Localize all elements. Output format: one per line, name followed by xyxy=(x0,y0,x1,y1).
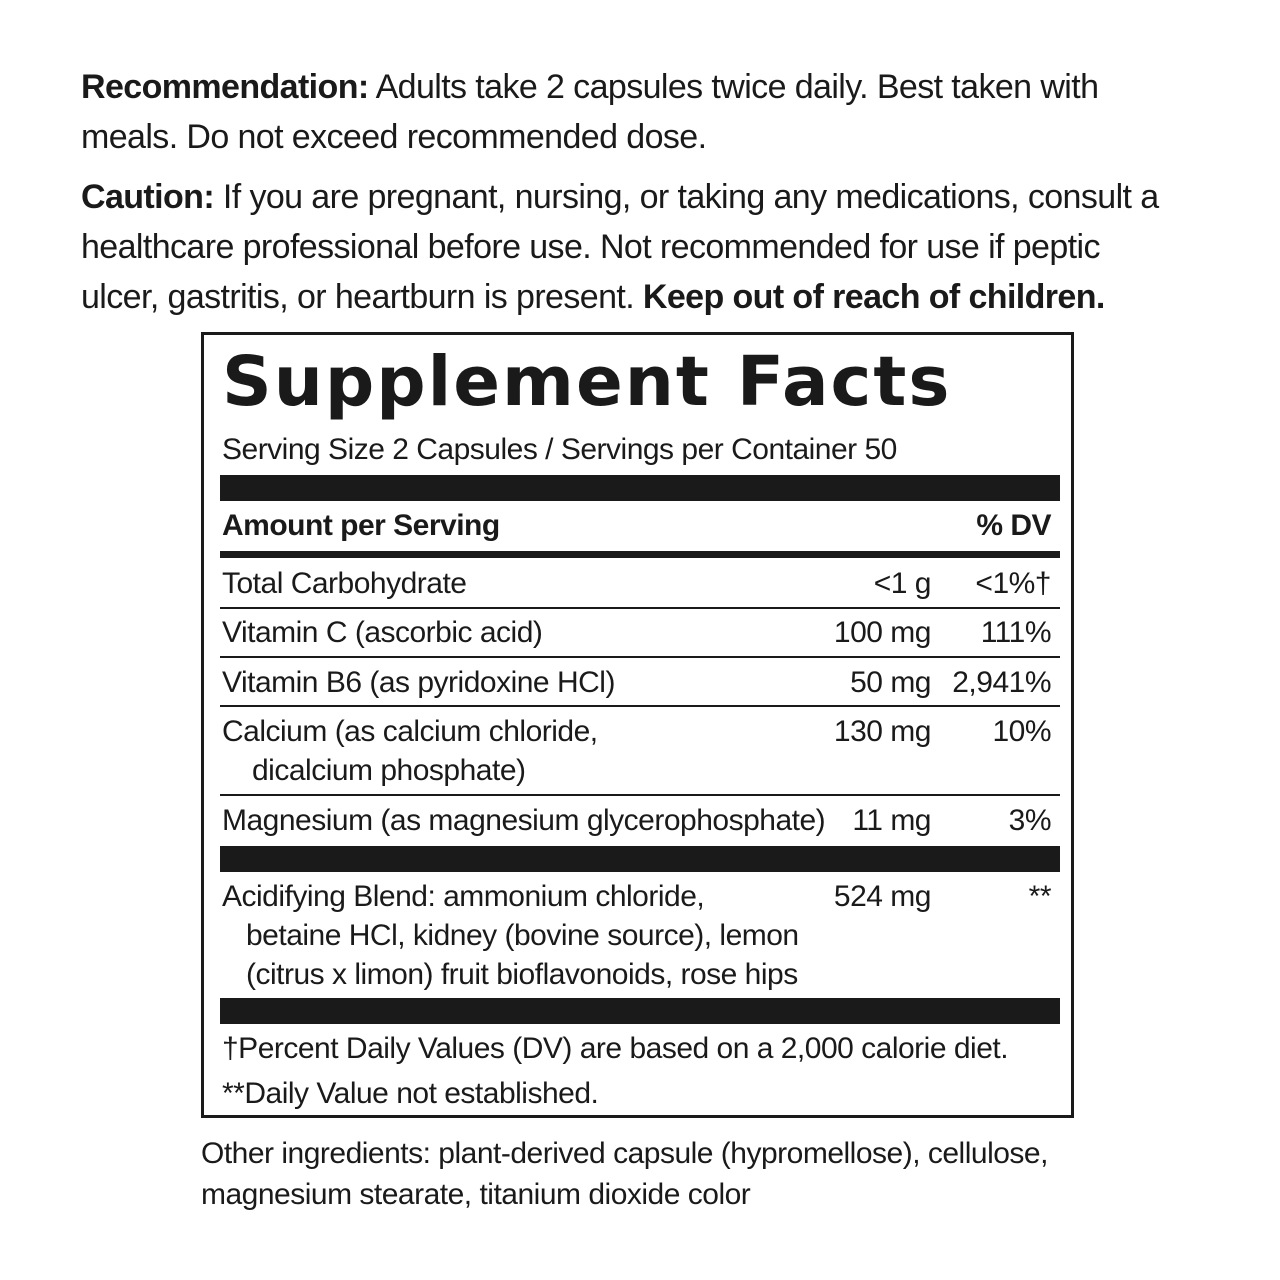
row-divider xyxy=(220,705,1060,707)
nutrient-dv: 10% xyxy=(992,715,1051,748)
other-ingredients-line-2: magnesium stearate, titanium dioxide color xyxy=(201,1178,751,1211)
nutrient-name-continued: dicalcium phosphate) xyxy=(252,754,526,787)
blend-name: Acidifying Blend: ammonium chloride, xyxy=(222,880,705,913)
blend-amount: 524 mg xyxy=(833,880,931,913)
nutrient-name: Vitamin B6 (as pyridoxine HCl) xyxy=(222,666,615,699)
other-ingredients-line-1: Other ingredients: plant-derived capsule (hypromellose), cellulose, xyxy=(201,1137,1048,1170)
blend-name-continued: (citrus x limon) fruit bioflavonoids, rose hips xyxy=(246,958,798,991)
panel-title: Supplement Facts xyxy=(222,342,952,422)
footnote-not-established: **Daily Value not established. xyxy=(222,1077,599,1110)
nutrient-amount: <1 g xyxy=(873,567,931,600)
recommendation-text xyxy=(81,62,1221,162)
other-ingredients xyxy=(201,1133,1101,1215)
nutrient-dv: <1%† xyxy=(975,567,1051,600)
recommendation-line-2: meals. Do not exceed recommended dose. xyxy=(81,118,707,156)
supplement-facts-panel xyxy=(201,332,1074,1118)
thick-divider xyxy=(220,475,1060,501)
nutrient-name: Calcium (as calcium chloride, xyxy=(222,715,598,748)
blend-name-continued: betaine HCl, kidney (bovine source), lemon xyxy=(246,919,799,952)
nutrient-amount: 11 mg xyxy=(852,804,931,837)
nutrient-amount: 50 mg xyxy=(850,666,931,699)
nutrient-name: Vitamin C (ascorbic acid) xyxy=(222,616,543,649)
row-divider xyxy=(220,656,1060,658)
dv-header: % DV xyxy=(976,509,1051,542)
recommendation-label: Recommendation: xyxy=(81,68,369,106)
nutrient-dv: 3% xyxy=(1008,804,1051,837)
caution-line-2: healthcare professional before use. Not recommended for use if peptic xyxy=(81,228,1100,266)
recommendation-line-1: Adults take 2 capsules twice daily. Best taken with xyxy=(368,68,1099,106)
row-divider xyxy=(220,794,1060,796)
caution-warning: Keep out of reach of children. xyxy=(642,278,1105,316)
caution-line-3: ulcer, gastritis, or heartburn is present. xyxy=(81,278,643,316)
thick-divider xyxy=(220,846,1060,872)
medium-divider xyxy=(220,551,1060,558)
caution-line-1: If you are pregnant, nursing, or taking any medications, consult a xyxy=(214,178,1159,216)
nutrient-dv: 2,941% xyxy=(952,666,1051,699)
thick-divider xyxy=(220,998,1060,1024)
blend-dv: ** xyxy=(1028,880,1051,913)
nutrient-dv: 111% xyxy=(980,616,1051,649)
caution-text xyxy=(81,172,1221,322)
nutrient-name: Total Carbohydrate xyxy=(222,567,467,600)
footnote-dv: †Percent Daily Values (DV) are based on a 2,000 calorie diet. xyxy=(222,1032,1009,1065)
caution-label: Caution: xyxy=(81,178,215,216)
row-divider xyxy=(220,607,1060,609)
serving-info: Serving Size 2 Capsules / Servings per Container 50 xyxy=(222,433,897,466)
nutrient-amount: 100 mg xyxy=(833,616,931,649)
nutrient-name: Magnesium (as magnesium glycerophosphate) xyxy=(222,804,826,837)
nutrient-amount: 130 mg xyxy=(833,715,931,748)
amount-per-serving-header: Amount per Serving xyxy=(222,509,500,542)
